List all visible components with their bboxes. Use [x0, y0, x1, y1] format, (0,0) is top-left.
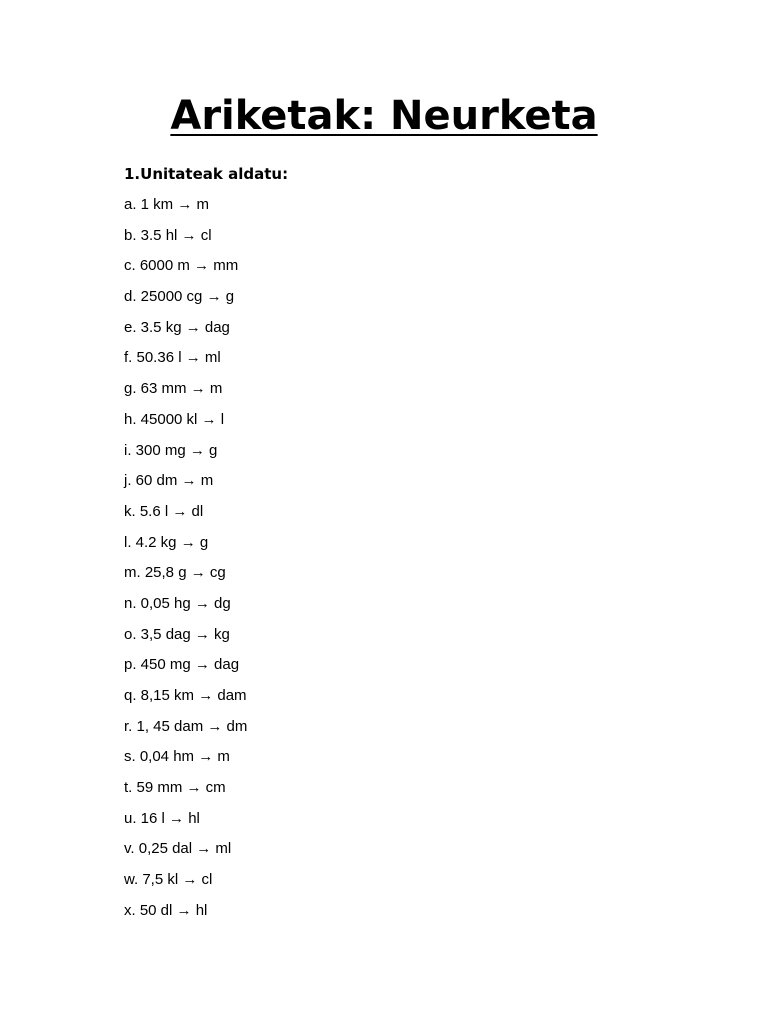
exercise-item: w. 7,5 kl → cl — [124, 871, 213, 889]
exercise-item: o. 3,5 dag → kg — [124, 625, 230, 643]
exercise-item: c. 6000 m → mm — [124, 257, 239, 275]
exercise-item: m. 25,8 g → cg — [124, 564, 226, 582]
exercise-item: j. 60 dm → m — [124, 472, 214, 490]
exercise-item: r. 1, 45 dam → dm — [124, 717, 248, 735]
exercise-item: f. 50.36 l → ml — [124, 349, 221, 367]
exercise-item: l. 4.2 kg → g — [124, 533, 209, 551]
page-title — [0, 92, 768, 140]
page-title-text: Ariketak: Neurketa — [170, 93, 598, 139]
exercise-item: i. 300 mg → g — [124, 441, 218, 459]
exercise-item: e. 3.5 kg → dag — [124, 318, 230, 336]
section-heading: 1.Unitateak aldatu: — [124, 165, 289, 183]
exercise-item: k. 5.6 l → dl — [124, 502, 204, 520]
exercise-item: u. 16 l → hl — [124, 809, 200, 827]
exercise-item: p. 450 mg → dag — [124, 656, 240, 674]
exercise-list — [124, 195, 247, 932]
exercise-item: x. 50 dl → hl — [124, 901, 208, 919]
exercise-item: d. 25000 cg → g — [124, 288, 235, 306]
exercise-item: b. 3.5 hl → cl — [124, 226, 212, 244]
exercise-item: h. 45000 kl → l — [124, 410, 225, 428]
exercise-item: n. 0,05 hg → dg — [124, 594, 231, 612]
exercise-item: q. 8,15 km → dam — [124, 687, 247, 704]
exercise-item: s. 0,04 hm → m — [124, 748, 230, 766]
exercise-item: v. 0,25 dal → ml — [124, 840, 232, 858]
exercise-item: a. 1 km → m — [124, 196, 210, 213]
exercise-item: t. 59 mm → cm — [124, 779, 226, 797]
exercise-item: g. 63 mm → m — [124, 380, 223, 398]
